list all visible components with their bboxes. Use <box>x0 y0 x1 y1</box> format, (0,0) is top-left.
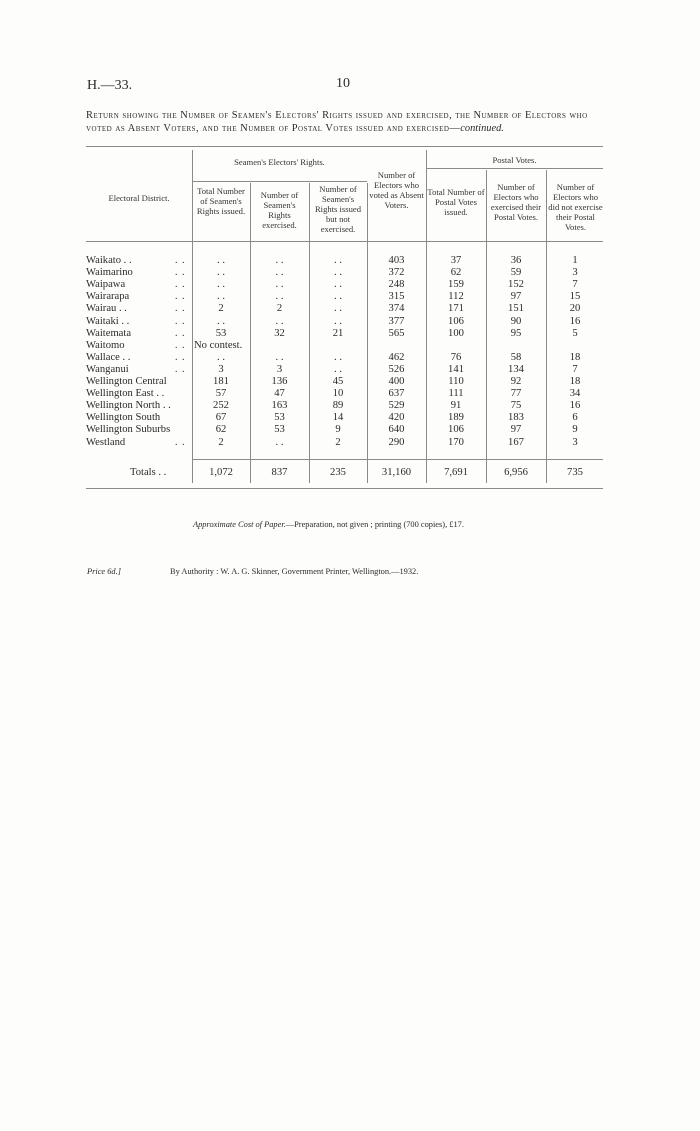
title-continued: continued. <box>460 122 504 134</box>
table-cell: . . <box>334 303 342 315</box>
table-cell: 112 <box>448 291 464 303</box>
totals-cell: 735 <box>567 467 583 478</box>
table-cell: 15 <box>569 291 581 303</box>
table-cell: 252 <box>213 400 229 412</box>
table-cell: . . <box>334 315 342 327</box>
table-cell: 141 <box>448 363 464 375</box>
leader-dots: . . <box>175 327 186 339</box>
table-cell: 14 <box>332 412 344 424</box>
table-cell: 1 <box>572 255 578 266</box>
table-cell: 2 <box>218 303 224 315</box>
district-name: Waimarino <box>86 267 133 279</box>
district-name: Waikato . . <box>86 255 132 266</box>
table-cell: 290 <box>388 436 405 448</box>
table-cell: 136 <box>271 376 288 387</box>
printer-authority: By Authority : W. A. G. Skinner, Government Printer, Wellington.—1932. <box>170 567 419 576</box>
table-cell: 92 <box>510 376 522 387</box>
postal-group-rule <box>426 168 603 169</box>
table-cell: 377 <box>388 315 405 327</box>
table-cell: 403 <box>388 255 405 266</box>
title-text: Return showing the Number of Seamen's Electors' Rights issued and exercised, the Number of Electors who voted as Absent Voters, and the Number of Postal Votes issued and exercised— <box>86 110 588 134</box>
district-name: Wallace . . <box>86 351 131 363</box>
table-cell: 315 <box>388 291 405 303</box>
table-cell: 32 <box>274 327 285 339</box>
table-cell: 3 <box>276 363 283 375</box>
table-cell: . . <box>217 315 225 327</box>
table-cell: 47 <box>274 388 285 400</box>
district-name: Waitomo <box>86 339 125 351</box>
table-cell: 134 <box>508 363 524 375</box>
table-cell: 95 <box>510 327 522 339</box>
table-cell: . . <box>217 351 225 363</box>
header-seamen-exercised: Number of Seamen's Rights exercised. <box>260 190 299 230</box>
table-cell: . . <box>275 279 284 291</box>
no-contest-cell: No contest. <box>194 339 243 351</box>
table-cell: 152 <box>508 279 524 291</box>
table-title <box>86 110 606 135</box>
table-cell: 159 <box>448 279 464 291</box>
header-seamen-group: Seamen's Electors' Rights. <box>234 157 325 167</box>
district-name: Waipawa <box>86 279 126 291</box>
leader-dots: . . <box>175 255 186 266</box>
table-cell: 53 <box>274 412 285 424</box>
table-cell: . . <box>334 351 342 363</box>
header-bottom-rule <box>86 241 603 242</box>
table-cell: 462 <box>388 351 405 363</box>
table-cell: 151 <box>508 303 524 315</box>
table-cell: 170 <box>448 436 464 448</box>
table-cell: 526 <box>388 363 405 375</box>
table-cell: 5 <box>572 327 578 339</box>
table-cell: 106 <box>448 315 464 327</box>
leader-dots: . . <box>175 436 186 448</box>
table-cell: 7 <box>572 279 578 291</box>
header-postal-not-exercised: Number of Electors who did not exercise their Postal Votes. <box>548 182 603 232</box>
header-seamen-issued: Total Number of Seamen's Rights issued. <box>196 186 246 216</box>
table-top-rule <box>86 146 603 147</box>
table-cell: . . <box>334 267 342 279</box>
table-cell: . . <box>217 267 225 279</box>
totals-cell: 7,691 <box>444 467 468 478</box>
table-cell: 565 <box>388 327 405 339</box>
totals-cell: 6,956 <box>504 467 528 478</box>
totals-cell: 235 <box>330 467 346 478</box>
table-cell: 16 <box>569 400 581 412</box>
table-cell: . . <box>217 279 225 291</box>
table-cell: 100 <box>448 327 464 339</box>
table-cell: 9 <box>572 424 578 436</box>
header-seamen-not-exercised: Number of Seamen's Rights issued but not exercised. <box>314 184 362 234</box>
table-cell: 36 <box>510 255 522 266</box>
table-cell: . . <box>275 315 284 327</box>
table-cell: 181 <box>213 376 229 387</box>
table-cell: 89 <box>332 400 344 412</box>
table-cell: 91 <box>450 400 462 412</box>
table-cell: 183 <box>508 412 524 424</box>
district-name: Wellington South <box>86 412 161 424</box>
table-cell: 420 <box>388 412 405 424</box>
table-cell: . . <box>334 363 342 375</box>
table-cell: 400 <box>388 376 405 387</box>
table-cell: 34 <box>569 388 581 400</box>
table-cell: 2 <box>276 303 283 315</box>
table-cell: 75 <box>510 400 522 412</box>
table-cell: 7 <box>572 363 578 375</box>
totals-cell: 31,160 <box>381 467 412 478</box>
table-cell: 18 <box>569 351 581 363</box>
cost-label: Approximate Cost of Paper. <box>193 520 286 529</box>
table-cell: 53 <box>215 327 227 339</box>
table-cell: 106 <box>448 424 464 436</box>
table-cell: 45 <box>332 376 344 387</box>
table-cell: 18 <box>569 376 581 387</box>
table-cell: . . <box>275 255 284 266</box>
totals-cell: 1,072 <box>209 467 233 478</box>
table-cell: 58 <box>510 351 522 363</box>
table-cell: 76 <box>450 351 462 363</box>
table-cell: 90 <box>510 315 522 327</box>
table-cell: 167 <box>508 436 524 448</box>
table-cell: 163 <box>271 400 288 412</box>
district-name: Wellington North . . <box>86 400 171 412</box>
header-postal-exercised: Number of Electors who exercised their Postal Votes. <box>490 182 542 222</box>
table-cell: 62 <box>215 424 227 436</box>
leader-dots: . . <box>175 363 186 375</box>
table-cell: 67 <box>215 412 227 424</box>
table-cell: . . <box>275 267 284 279</box>
leader-dots: . . <box>175 279 186 291</box>
table-cell: . . <box>217 291 225 303</box>
district-name: Wellington Suburbs <box>86 424 171 436</box>
header-absent-voters: Number of Electors who voted as Absent Voters. <box>369 170 424 210</box>
table-cell: 10 <box>332 388 344 400</box>
table-cell: . . <box>334 279 342 291</box>
price-note: Price 6d.] <box>87 567 121 576</box>
table-cell: 3 <box>572 436 578 448</box>
table-cell: . . <box>334 291 342 303</box>
leader-dots: . . <box>175 303 186 315</box>
table-cell: 3 <box>218 363 224 375</box>
table-cell: 637 <box>388 388 405 400</box>
table-cell: . . <box>275 291 284 303</box>
cost-text: —Preparation, not given ; printing (700 copies), £17. <box>285 520 464 529</box>
table-cell: 6 <box>572 412 578 424</box>
table-cell: 57 <box>215 388 227 400</box>
table-cell: 2 <box>218 436 224 448</box>
district-name: Wairau . . <box>86 303 127 315</box>
page-number: 10 <box>336 76 350 91</box>
header-electoral-district: Electoral District. <box>108 193 170 203</box>
table-cell: . . <box>217 255 225 266</box>
table-cell: . . <box>334 255 342 266</box>
leader-dots: . . <box>175 351 186 363</box>
cost-note <box>193 520 464 529</box>
table-cell: 97 <box>510 424 522 436</box>
table-bottom-rule <box>86 488 603 489</box>
table-cell: 62 <box>450 267 462 279</box>
district-name: Wanganui <box>86 363 129 375</box>
table-cell: 372 <box>388 267 405 279</box>
table-cell: 189 <box>448 412 464 424</box>
seamen-group-rule <box>192 181 367 182</box>
table-cell: 77 <box>510 388 522 400</box>
table-cell: 9 <box>335 424 341 436</box>
table-cell: 20 <box>569 303 581 315</box>
district-name: Waitemata <box>86 327 132 339</box>
totals-top-rule <box>192 459 603 460</box>
document-reference: H.—33. <box>87 78 133 93</box>
table-cell: 640 <box>388 424 405 436</box>
table-cell: 171 <box>448 303 464 315</box>
table-cell: 16 <box>569 315 581 327</box>
district-name: Wellington Central <box>86 376 167 387</box>
table-cell: 21 <box>332 327 344 339</box>
table-cell: 529 <box>388 400 405 412</box>
table-cell: 248 <box>388 279 405 291</box>
table-cell: . . <box>275 351 284 363</box>
totals-label: Totals . . <box>130 467 167 478</box>
leader-dots: . . <box>175 339 186 351</box>
table-cell: 374 <box>388 303 405 315</box>
leader-dots: . . <box>175 315 186 327</box>
table-cell: 53 <box>274 424 285 436</box>
leader-dots: . . <box>175 267 186 279</box>
table-cell: 111 <box>448 388 464 400</box>
table-cell: 97 <box>510 291 522 303</box>
table-cell: 2 <box>335 436 341 448</box>
district-name: Westland <box>86 436 126 448</box>
table-cell: . . <box>275 436 284 448</box>
table-cell: 110 <box>448 376 464 387</box>
table-cell: 37 <box>450 255 462 266</box>
totals-cell: 837 <box>271 467 288 478</box>
district-name: Wairarapa <box>86 291 130 303</box>
table-cell: 3 <box>572 267 578 279</box>
district-name: Waitaki . . <box>86 315 130 327</box>
header-postal-issued: Total Number of Postal Votes issued. <box>427 187 485 217</box>
header-postal-group: Postal Votes. <box>492 155 537 165</box>
table-cell: 59 <box>510 267 522 279</box>
leader-dots: . . <box>175 291 186 303</box>
district-name: Wellington East . . <box>86 388 165 400</box>
